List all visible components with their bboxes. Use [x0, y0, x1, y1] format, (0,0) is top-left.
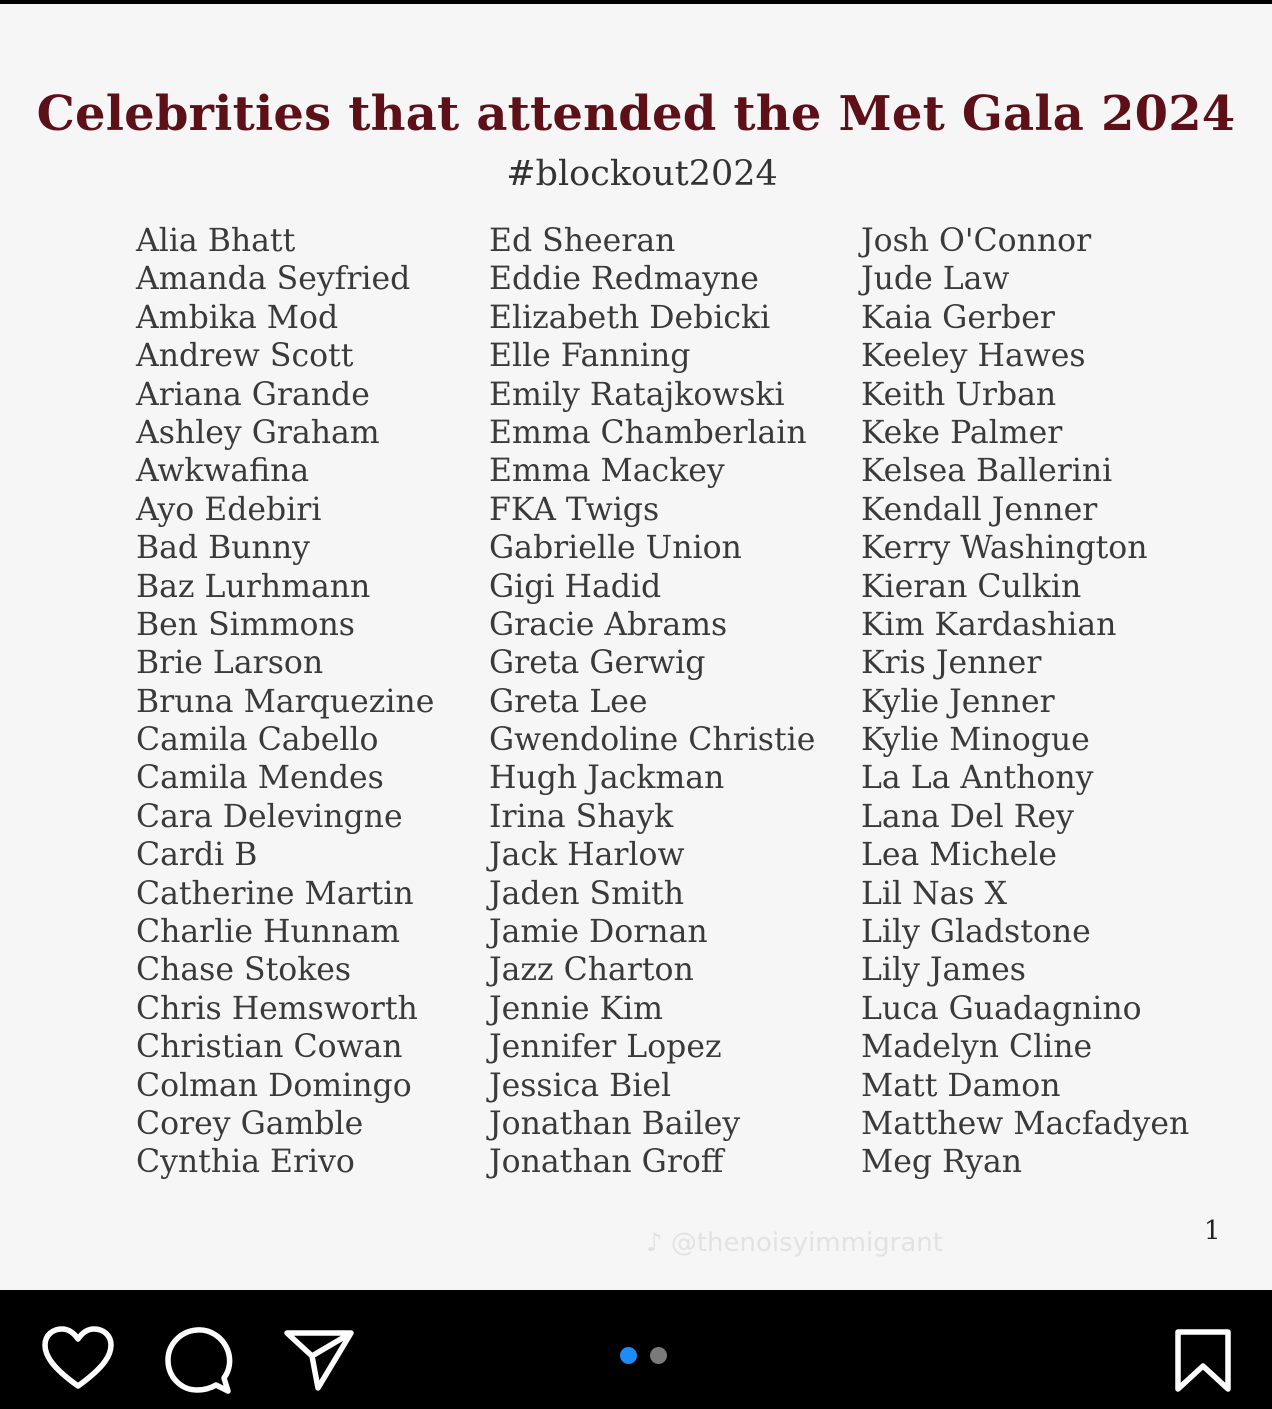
celebrity-name: Hugh Jackman: [489, 760, 725, 797]
celebrity-name: Jennifer Lopez: [489, 1029, 722, 1066]
tiktok-watermark: [646, 1228, 943, 1258]
celebrity-name: Kylie Jenner: [861, 683, 1055, 720]
celebrity-name: Kaia Gerber: [861, 299, 1055, 336]
celebrity-name: Madelyn Cline: [861, 1029, 1093, 1066]
celebrity-name: Greta Lee: [489, 683, 648, 720]
celebrity-name: Ariana Grande: [136, 376, 370, 413]
celebrity-name: Meg Ryan: [861, 1144, 1023, 1181]
celebrity-name: Brie Larson: [136, 645, 324, 682]
celebrity-name: Colman Domingo: [136, 1067, 412, 1104]
celebrity-name: Jude Law: [861, 261, 1010, 298]
celebrity-name: Jaden Smith: [489, 875, 684, 912]
post-title: Celebrities that attended the Met Gala 2024: [36, 86, 1236, 142]
celebrity-name: Matt Damon: [861, 1067, 1061, 1104]
celebrity-name: Lily Gladstone: [861, 914, 1091, 951]
celebrity-name: Cara Delevingne: [136, 798, 403, 835]
celebrity-name: Ayo Edebiri: [136, 491, 322, 528]
celebrity-name: Awkwafina: [136, 453, 310, 490]
celebrity-name: Josh O'Connor: [861, 223, 1092, 259]
celebrity-name: Alia Bhatt: [136, 223, 296, 259]
celebrity-name: Kim Kardashian: [861, 606, 1117, 643]
comment-icon[interactable]: [164, 1326, 234, 1396]
celebrity-name: Jamie Dornan: [489, 914, 708, 951]
celebrity-name: Baz Lurhmann: [136, 568, 371, 605]
tiktok-icon: ♪: [646, 1228, 663, 1258]
celebrity-name: Luca Guadagnino: [861, 990, 1142, 1027]
celebrity-name: Amanda Seyfried: [136, 261, 411, 298]
celebrity-name: Gracie Abrams: [489, 606, 728, 643]
celebrity-name: Keith Urban: [861, 376, 1057, 413]
celebrity-name: FKA Twigs: [489, 491, 660, 528]
celebrity-name: Cardi B: [136, 837, 258, 874]
celebrity-name: Emma Chamberlain: [489, 414, 807, 451]
watermark-handle: @thenoisyimmigrant: [670, 1228, 943, 1258]
celebrity-name: Greta Gerwig: [489, 645, 706, 682]
celebrity-name: Kendall Jenner: [861, 491, 1098, 528]
page-number: 1: [1204, 1216, 1221, 1246]
celebrity-name: Keke Palmer: [861, 414, 1063, 451]
celebrity-name: Keeley Hawes: [861, 338, 1086, 375]
celebrity-name: Kelsea Ballerini: [861, 453, 1113, 490]
heart-icon[interactable]: [42, 1326, 114, 1392]
celebrity-name: Elle Fanning: [489, 338, 691, 375]
celebrity-name: Gigi Hadid: [489, 568, 662, 605]
celebrity-name: Andrew Scott: [136, 338, 354, 375]
celebrity-name: Lana Del Rey: [861, 798, 1074, 835]
celebrity-name: Chris Hemsworth: [136, 990, 418, 1027]
celebrity-name: Kris Jenner: [861, 645, 1042, 682]
celebrity-name: Jack Harlow: [489, 837, 685, 874]
celebrity-name: Catherine Martin: [136, 875, 414, 912]
celebrity-name: Emily Ratajkowski: [489, 376, 785, 413]
name-column-2: [489, 222, 815, 1182]
celebrity-name: Corey Gamble: [136, 1105, 364, 1142]
celebrity-name: Charlie Hunnam: [136, 914, 401, 951]
carousel-dot-active: [620, 1347, 637, 1364]
post-hashtag: #blockout2024: [506, 154, 778, 194]
celebrity-name: Camila Mendes: [136, 760, 384, 797]
celebrity-name: Christian Cowan: [136, 1029, 403, 1066]
celebrity-name: Irina Shayk: [489, 798, 674, 835]
name-column-3: [861, 222, 1189, 1182]
celebrity-name: Ed Sheeran: [489, 223, 676, 259]
celebrity-name: Gwendoline Christie: [489, 722, 816, 759]
celebrity-name: Ben Simmons: [136, 606, 355, 643]
celebrity-name: Matthew Macfadyen: [861, 1105, 1190, 1142]
celebrity-name: Chase Stokes: [136, 952, 352, 989]
carousel-dot: [650, 1347, 667, 1364]
celebrity-name: Bad Bunny: [136, 530, 310, 567]
celebrity-name: Elizabeth Debicki: [489, 299, 771, 336]
celebrity-name: Kieran Culkin: [861, 568, 1082, 605]
celebrity-name: Jonathan Groff: [489, 1144, 724, 1181]
celebrity-name: Kerry Washington: [861, 530, 1148, 567]
name-column-1: [136, 222, 434, 1182]
celebrity-name: Emma Mackey: [489, 453, 725, 490]
celebrity-name: Eddie Redmayne: [489, 261, 759, 298]
share-icon[interactable]: [284, 1328, 354, 1392]
celebrity-name: Lea Michele: [861, 837, 1057, 874]
celebrity-name: Gabrielle Union: [489, 530, 742, 567]
celebrity-name: Jessica Biel: [489, 1067, 672, 1104]
celebrity-name: Kylie Minogue: [861, 722, 1090, 759]
celebrity-name: Cynthia Erivo: [136, 1144, 355, 1181]
bookmark-icon[interactable]: [1174, 1328, 1232, 1394]
celebrity-name: Ashley Graham: [136, 414, 380, 451]
celebrity-name: Jazz Charton: [489, 952, 694, 989]
celebrity-name: Lil Nas X: [861, 875, 1008, 912]
celebrity-name: Jonathan Bailey: [489, 1105, 741, 1142]
celebrity-name: Bruna Marquezine: [136, 683, 435, 720]
celebrity-name: Jennie Kim: [489, 990, 664, 1027]
celebrity-name: Ambika Mod: [136, 299, 339, 336]
celebrity-name: La La Anthony: [861, 760, 1094, 797]
celebrity-name: Lily James: [861, 952, 1026, 989]
celebrity-name: Camila Cabello: [136, 722, 379, 759]
